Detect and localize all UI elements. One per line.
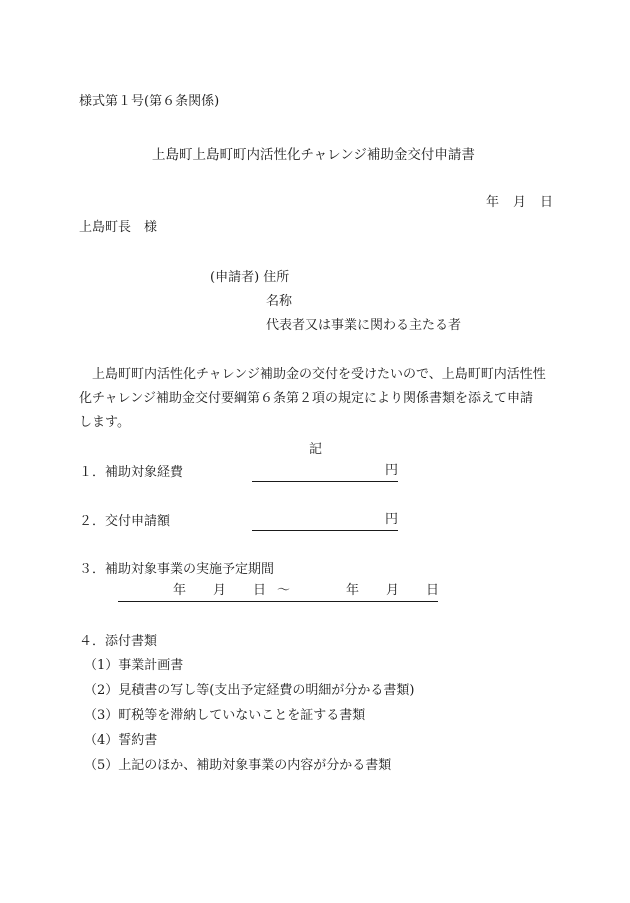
attachment-item: （4）誓約書 (84, 733, 158, 748)
applicant-name-label: 名称 (266, 294, 293, 309)
body-line: します。 (79, 415, 130, 430)
applicant-address-label: (申請者) 住所 (210, 270, 290, 285)
subsidy-expenses-field[interactable] (252, 463, 398, 482)
period-field[interactable] (118, 583, 438, 602)
yen-unit: 円 (384, 512, 398, 527)
applicant-representative-label: 代表者又は事業に関わる主たる者 (266, 318, 462, 333)
attachment-item: （3）町税等を滞納していないことを証する書類 (84, 708, 366, 723)
body-line: 化チャレンジ補助金交付要綱第６条第２項の規定により関係書類を添えて申請 (79, 391, 533, 406)
period-year-start: 年 (173, 583, 187, 598)
period-month-end: 月 (386, 583, 400, 598)
body-line: 上島町町内活性化チャレンジ補助金の交付を受けたいので、上島町町内活性性 (79, 367, 546, 382)
item-attachments-label: ４．添付書類 (79, 634, 158, 649)
attachment-item: （5）上記のほか、補助対象事業の内容が分かる書類 (84, 758, 392, 773)
addressee: 上島町長 様 (79, 220, 158, 235)
document-title: 上島町上島町町内活性化チャレンジ補助金交付申請書 (152, 147, 475, 163)
period-tilde: ～ (277, 583, 291, 598)
date-month: 月 (513, 195, 527, 210)
item-application-amount-label: ２．交付申請額 (79, 514, 171, 529)
application-amount-field[interactable] (252, 512, 398, 531)
ki-heading: 記 (309, 442, 323, 457)
period-day-end: 日 (426, 583, 440, 598)
item-period-label: ３．補助対象事業の実施予定期間 (79, 562, 275, 577)
attachment-item: （1）事業計画書 (84, 658, 184, 673)
item-subsidy-expenses-label: １．補助対象経費 (79, 465, 184, 480)
form-number: 様式第１号(第６条関係) (79, 94, 220, 109)
attachment-item: （2）見積書の写し等(支出予定経費の明細が分かる書類) (84, 683, 415, 698)
period-year-end: 年 (346, 583, 360, 598)
application-body (79, 363, 554, 435)
date-day: 日 (540, 195, 554, 210)
period-month-start: 月 (213, 583, 227, 598)
date-year: 年 (486, 195, 500, 210)
period-day-start: 日 (253, 583, 267, 598)
yen-unit: 円 (384, 463, 398, 478)
date-line (486, 195, 553, 211)
